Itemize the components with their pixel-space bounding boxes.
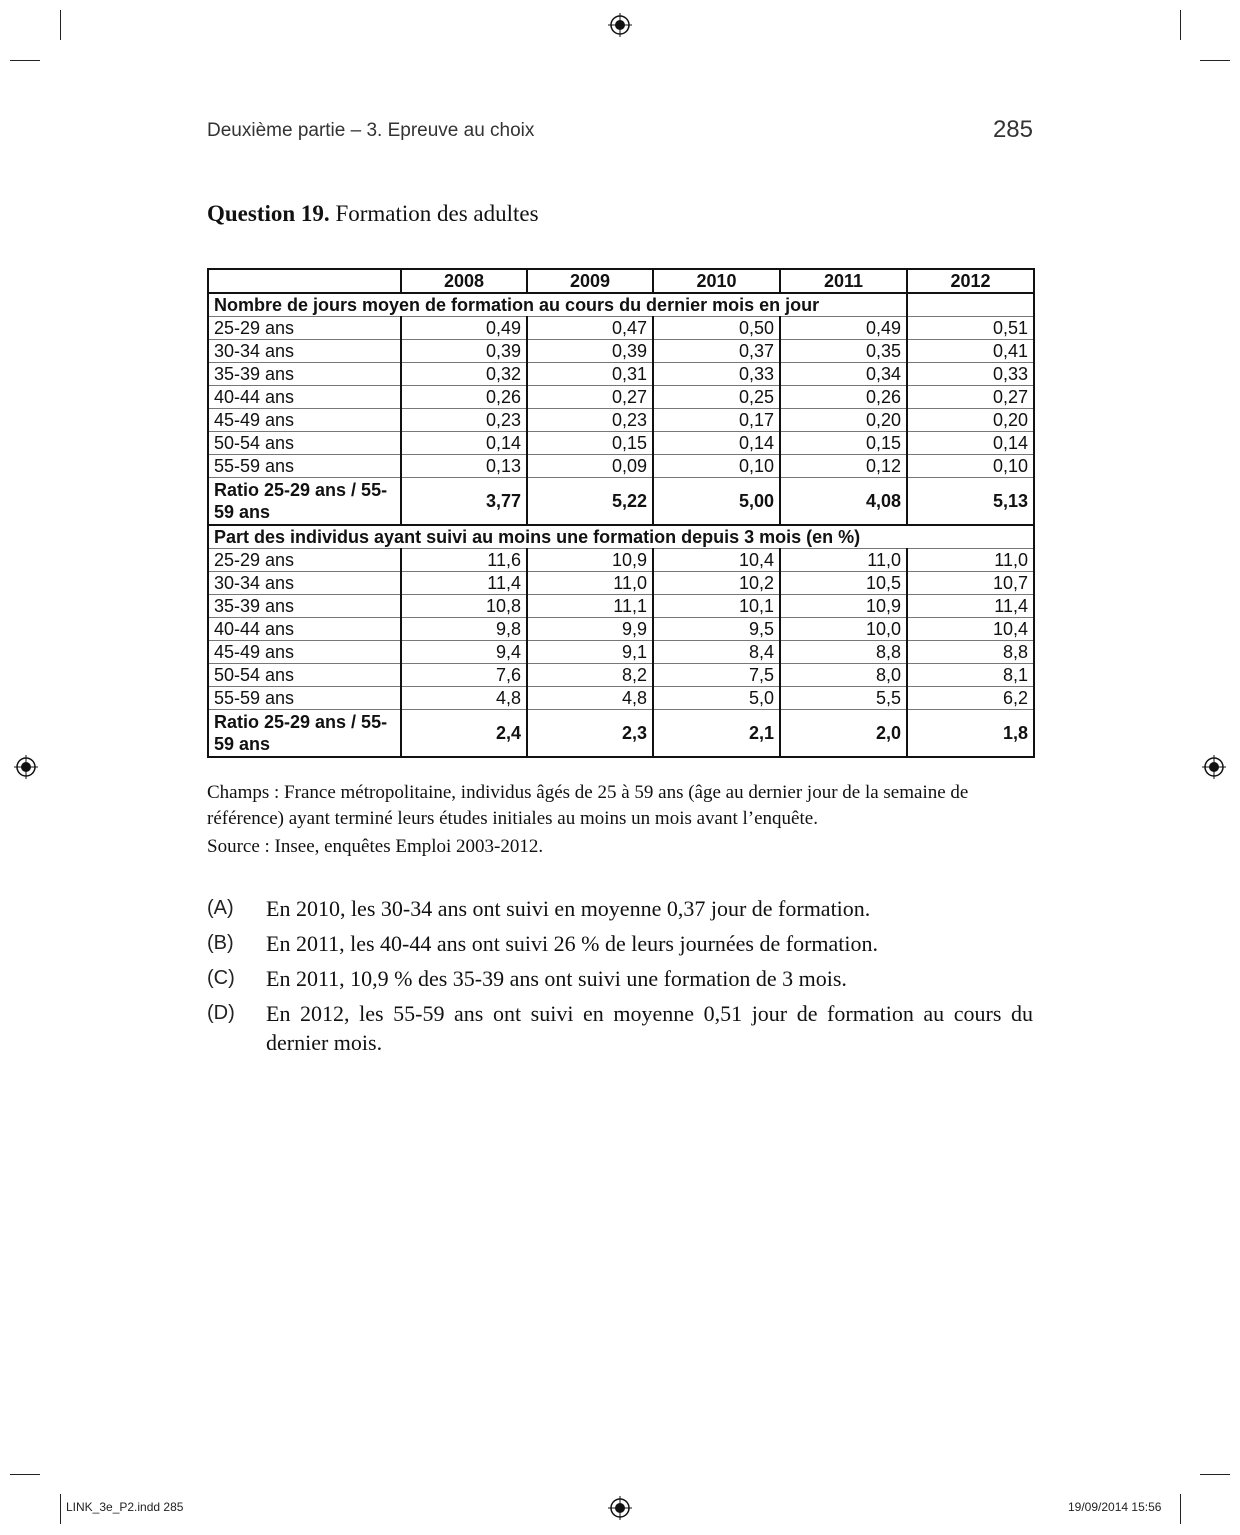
section-title: Part des individus ayant suivi au moins une formation depuis 3 mois (en %) [208, 525, 1034, 549]
cell: 0,33 [653, 363, 780, 386]
cell: 8,4 [653, 641, 780, 664]
slug-file: LINK_3e_P2.indd 285 [66, 1500, 184, 1514]
row-label: 55-59 ans [208, 687, 401, 710]
ratio-label-line: Ratio 25-29 ans / 55- [214, 480, 388, 500]
table-row [208, 409, 1034, 432]
option-d [207, 999, 1033, 1057]
row-label: 50-54 ans [208, 432, 401, 455]
cell: 0,20 [780, 409, 907, 432]
option-letter: (A) [207, 897, 234, 919]
cell: 0,12 [780, 455, 907, 478]
table-row [208, 641, 1034, 664]
table-row [208, 687, 1034, 710]
cell: 7,5 [653, 664, 780, 687]
year-header: 2010 [653, 269, 780, 293]
row-label: 40-44 ans [208, 386, 401, 409]
crop-mark [10, 1474, 40, 1475]
running-header [207, 116, 1033, 146]
crop-mark [60, 10, 61, 40]
cell: 0,23 [401, 409, 527, 432]
cell: 0,09 [527, 455, 653, 478]
cell: 0,32 [401, 363, 527, 386]
cell: 0,20 [907, 409, 1034, 432]
cell: 0,41 [907, 340, 1034, 363]
crop-mark [1180, 10, 1181, 40]
cell: 4,8 [527, 687, 653, 710]
ratio-row [208, 710, 1034, 758]
ratio-label-line: 59 ans [214, 734, 271, 754]
row-label: 50-54 ans [208, 664, 401, 687]
cell: 9,8 [401, 618, 527, 641]
registration-mark-icon [14, 755, 38, 779]
option-letter: (B) [207, 932, 234, 954]
cell: 11,4 [907, 595, 1034, 618]
table-row [208, 664, 1034, 687]
ratio-label [208, 710, 401, 758]
cell: 5,0 [653, 687, 780, 710]
row-label: 30-34 ans [208, 572, 401, 595]
cell: 0,35 [780, 340, 907, 363]
year-header: 2008 [401, 269, 527, 293]
year-header: 2009 [527, 269, 653, 293]
table-header-row [208, 269, 1034, 293]
cell: 0,31 [527, 363, 653, 386]
option-text: En 2011, 10,9 % des 35-39 ans ont suivi une formation de 3 mois. [266, 966, 847, 991]
table-row [208, 455, 1034, 478]
cell: 8,0 [780, 664, 907, 687]
cell: 0,15 [780, 432, 907, 455]
cell: 0,13 [401, 455, 527, 478]
cell: 11,1 [527, 595, 653, 618]
option-a [207, 894, 1033, 923]
cell: 2,4 [401, 710, 527, 758]
cell: 6,2 [907, 687, 1034, 710]
cell: 9,5 [653, 618, 780, 641]
ratio-label [208, 478, 401, 526]
table-row [208, 595, 1034, 618]
cell: 0,26 [401, 386, 527, 409]
crop-mark [1200, 60, 1230, 61]
cell: 10,7 [907, 572, 1034, 595]
table-row [208, 317, 1034, 340]
ratio-label-line: 59 ans [214, 502, 271, 522]
row-label: 45-49 ans [208, 409, 401, 432]
table-row [208, 572, 1034, 595]
cell: 10,8 [401, 595, 527, 618]
cell: 9,1 [527, 641, 653, 664]
cell: 4,8 [401, 687, 527, 710]
cell: 9,4 [401, 641, 527, 664]
cell: 11,6 [401, 549, 527, 572]
cell: 11,0 [907, 549, 1034, 572]
cell: 0,39 [527, 340, 653, 363]
table-row [208, 363, 1034, 386]
row-label: 35-39 ans [208, 363, 401, 386]
cell: 5,00 [653, 478, 780, 526]
option-c [207, 964, 1033, 993]
question-title: Formation des adultes [335, 201, 539, 226]
row-label: 40-44 ans [208, 618, 401, 641]
row-label: 45-49 ans [208, 641, 401, 664]
cell: 0,14 [653, 432, 780, 455]
question-heading [207, 201, 539, 227]
cell: 2,1 [653, 710, 780, 758]
cell: 10,2 [653, 572, 780, 595]
table-row [208, 432, 1034, 455]
cell: 0,15 [527, 432, 653, 455]
cell: 4,08 [780, 478, 907, 526]
cell: 0,10 [653, 455, 780, 478]
cell: 0,34 [780, 363, 907, 386]
cell: 3,77 [401, 478, 527, 526]
cell: 0,27 [527, 386, 653, 409]
crop-mark [60, 1494, 61, 1524]
cell: 8,2 [527, 664, 653, 687]
crop-mark [1200, 1474, 1230, 1475]
year-header: 2011 [780, 269, 907, 293]
crop-mark [10, 60, 40, 61]
page-number: 285 [992, 116, 1033, 143]
cell: 5,13 [907, 478, 1034, 526]
registration-mark-icon [1202, 755, 1226, 779]
cell: 7,6 [401, 664, 527, 687]
cell: 10,4 [653, 549, 780, 572]
cell: 0,14 [401, 432, 527, 455]
cell: 8,1 [907, 664, 1034, 687]
year-header: 2012 [907, 269, 1034, 293]
slug-datetime: 19/09/2014 15:56 [1068, 1500, 1162, 1514]
row-label: 55-59 ans [208, 455, 401, 478]
cell: 11,4 [401, 572, 527, 595]
section-title: Nombre de jours moyen de formation au cours du dernier mois en jour [208, 293, 907, 317]
cell: 0,14 [907, 432, 1034, 455]
option-text: En 2012, les 55-59 ans ont suivi en moyenne 0,51 jour de formation au cours du dernier mois. [266, 1001, 1033, 1055]
crop-mark [1180, 1494, 1181, 1524]
registration-mark-icon [608, 1496, 632, 1520]
cell: 5,5 [780, 687, 907, 710]
answer-options [207, 894, 1033, 1063]
cell: 8,8 [907, 641, 1034, 664]
cell: 0,33 [907, 363, 1034, 386]
running-title: Deuxième partie – 3. Epreuve au choix [207, 120, 535, 141]
cell: 5,22 [527, 478, 653, 526]
row-label: 25-29 ans [208, 549, 401, 572]
option-letter: (C) [207, 967, 235, 989]
cell: 0,37 [653, 340, 780, 363]
section-row [208, 293, 1034, 317]
section-row [208, 525, 1034, 549]
table-header-empty [208, 269, 401, 293]
cell: 10,0 [780, 618, 907, 641]
row-label: 35-39 ans [208, 595, 401, 618]
cell: 10,5 [780, 572, 907, 595]
cell: 10,1 [653, 595, 780, 618]
option-text: En 2010, les 30-34 ans ont suivi en moyenne 0,37 jour de formation. [266, 896, 871, 921]
registration-mark-icon [608, 13, 632, 37]
cell: 2,3 [527, 710, 653, 758]
cell: 2,0 [780, 710, 907, 758]
cell: 0,39 [401, 340, 527, 363]
question-label: Question 19. [207, 201, 330, 226]
cell: 0,50 [653, 317, 780, 340]
cell: 1,8 [907, 710, 1034, 758]
cell: 10,4 [907, 618, 1034, 641]
option-letter: (D) [207, 1002, 235, 1024]
cell: 8,8 [780, 641, 907, 664]
table-row [208, 618, 1034, 641]
champs-note: Champs : France métropolitaine, individus âgés de 25 à 59 ans (âge au dernier jour de la semaine de référence) ayant terminé leurs études initiales au moins un mois avant l’enquête. [207, 782, 969, 829]
table-row [208, 340, 1034, 363]
data-table [207, 268, 1035, 758]
cell: 0,26 [780, 386, 907, 409]
section-empty-cell [907, 293, 1034, 317]
cell: 0,17 [653, 409, 780, 432]
cell: 0,49 [401, 317, 527, 340]
row-label: 25-29 ans [208, 317, 401, 340]
cell: 0,47 [527, 317, 653, 340]
table-row [208, 386, 1034, 409]
cell: 0,10 [907, 455, 1034, 478]
option-b [207, 929, 1033, 958]
row-label: 30-34 ans [208, 340, 401, 363]
option-text: En 2011, les 40-44 ans ont suivi 26 % de leurs journées de formation. [266, 931, 879, 956]
table-row [208, 549, 1034, 572]
cell: 0,49 [780, 317, 907, 340]
ratio-row [208, 478, 1034, 526]
cell: 0,27 [907, 386, 1034, 409]
cell: 11,0 [527, 572, 653, 595]
cell: 0,51 [907, 317, 1034, 340]
cell: 10,9 [527, 549, 653, 572]
table-notes [207, 780, 1037, 860]
ratio-label-line: Ratio 25-29 ans / 55- [214, 712, 388, 732]
cell: 0,23 [527, 409, 653, 432]
cell: 10,9 [780, 595, 907, 618]
source-note: Source : Insee, enquêtes Emploi 2003-2012. [207, 836, 544, 857]
cell: 0,25 [653, 386, 780, 409]
cell: 9,9 [527, 618, 653, 641]
cell: 11,0 [780, 549, 907, 572]
